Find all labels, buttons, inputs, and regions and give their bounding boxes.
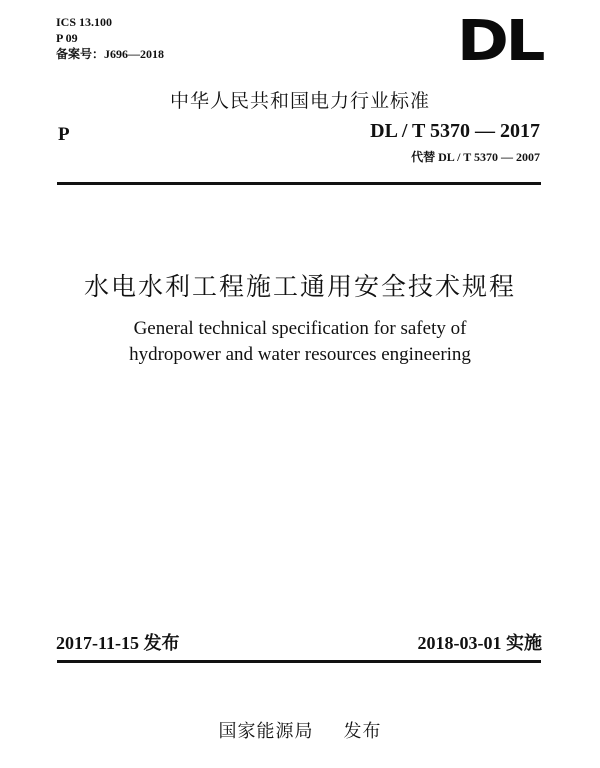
publisher-action: 发布 xyxy=(343,721,382,742)
issuing-standard-type: 中华人民共和国电力行业标准 xyxy=(169,90,430,112)
title-chinese: 水电水利工程施工通用安全技术规程 xyxy=(83,272,516,301)
publisher-name: 国家能源局 xyxy=(218,721,314,742)
bottom-divider xyxy=(57,660,541,663)
issue-date: 2017-11-15 发布 xyxy=(56,633,180,653)
publisher xyxy=(0,717,600,743)
title-english-line1: General technical specification for safety of xyxy=(133,318,467,339)
replaces-standard: 代替 DL / T 5370 — 2007 xyxy=(411,150,540,164)
class-code: P 09 xyxy=(56,31,78,45)
title-english-line2: hydropower and water resources engineering xyxy=(129,344,471,365)
classification-codes xyxy=(56,14,164,62)
top-divider xyxy=(57,182,541,185)
filing-number: 备案号：J696—2018 xyxy=(56,47,165,61)
category-letter: P xyxy=(58,124,70,145)
standard-number: DL / T 5370 — 2017 xyxy=(370,120,540,142)
implementation-date: 2018-03-01 实施 xyxy=(417,633,542,653)
ics-code: ICS 13.100 xyxy=(56,15,113,29)
title-english xyxy=(0,316,600,368)
dl-logo: DL xyxy=(456,9,542,74)
